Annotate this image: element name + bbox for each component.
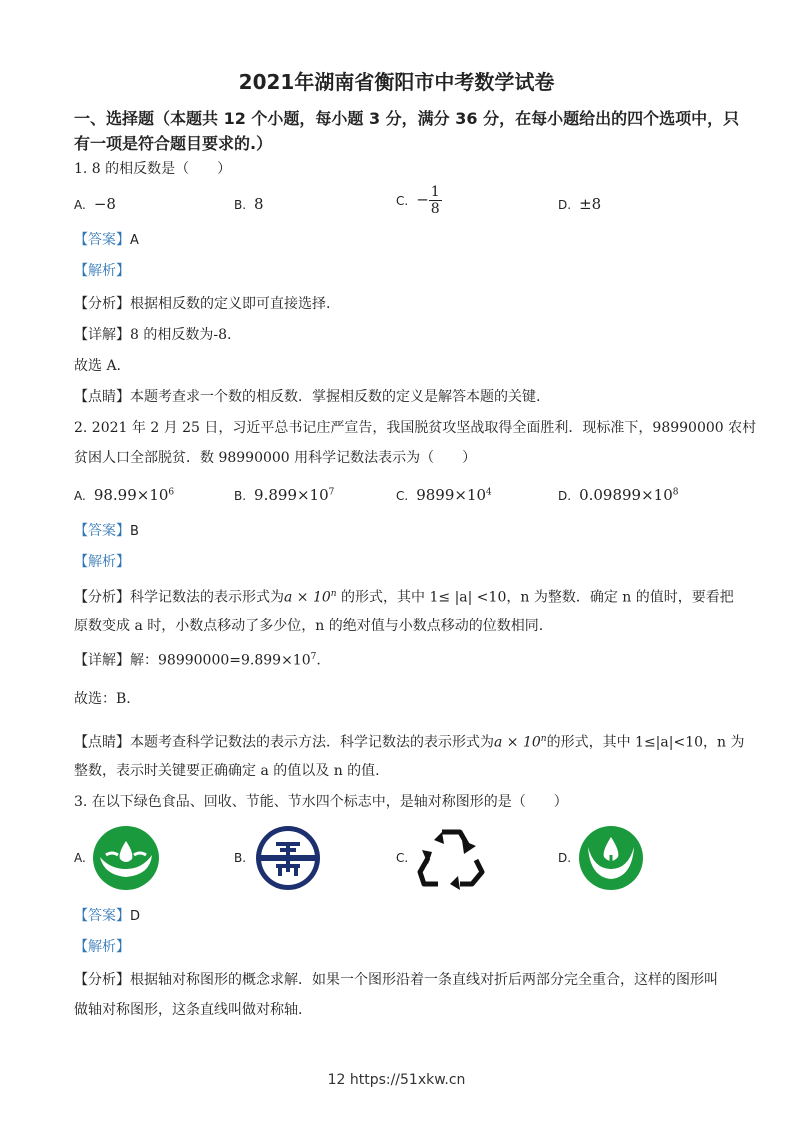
fenxi-text-a: 科学记数法的表示形式为 xyxy=(130,589,284,606)
recycle-icon xyxy=(416,826,486,890)
q2-dianjing-line2: 整数，表示时关键要正确确定 a 的值以及 n 的值. xyxy=(74,763,380,779)
dianjing-tag: 【点睛】 xyxy=(74,389,130,405)
answer-value: B xyxy=(130,524,139,539)
dianjing-tag: 【点睛】 xyxy=(74,734,130,751)
dianjing-text: 本题考查求一个数的相反数．掌握相反数的定义是解答本题的关键. xyxy=(130,389,541,405)
q2-option-a xyxy=(74,486,174,504)
option-base: 9.899×10 xyxy=(254,486,329,504)
q2-answer xyxy=(74,521,139,542)
q3-option-a-label xyxy=(74,850,94,866)
q2-option-b xyxy=(234,486,334,504)
option-base: 0.09899×10 xyxy=(579,486,673,504)
q3-fenxi-line1 xyxy=(74,970,718,990)
option-exponent: 4 xyxy=(486,487,492,498)
q3-option-d-label xyxy=(558,850,579,866)
option-label: D. xyxy=(558,489,572,503)
option-label: C. xyxy=(396,193,409,208)
q3-analysis-tag: 【解析】 xyxy=(74,939,130,955)
q2-xiangjie xyxy=(74,647,321,671)
q1-answer xyxy=(74,230,139,251)
option-value: −8 xyxy=(93,195,116,213)
page-title: 2021年湖南省衡阳市中考数学试卷 xyxy=(238,70,555,94)
q2-stem-line1: 2. 2021 年 2 月 25 日，习近平总书记庄严宣告，我国脱贫攻坚战取得全面胜利．现标准下，98990000 农村 xyxy=(74,420,757,436)
option-label: C. xyxy=(396,489,409,503)
q1-xiangjie xyxy=(74,325,231,345)
xiangjie-text: 8 的相反数为-8. xyxy=(130,327,232,343)
q1-option-a xyxy=(74,195,116,213)
q1-option-d xyxy=(558,195,601,213)
q2-dianjing-line1 xyxy=(74,729,744,753)
dianjing-formula: a × 10 xyxy=(494,734,541,751)
xiangjie-end: . xyxy=(316,652,321,669)
green-food-drop-icon xyxy=(92,825,160,891)
q3-stem: 3. 在以下绿色食品、回收、节能、节水四个标志中，是轴对称图形的是（ ） xyxy=(74,794,568,810)
q2-analysis-tag: 【解析】 xyxy=(74,554,130,570)
xiangjie-tag: 【详解】 xyxy=(74,327,130,343)
q2-option-d xyxy=(558,486,678,504)
xiangjie-text: 解：98990000=9.899×10 xyxy=(130,652,311,669)
section-heading-line2: 有一项是符合题目要求的.） xyxy=(74,134,273,153)
answer-tag: 【答案】 xyxy=(74,232,130,248)
fenxi-text: 根据相反数的定义即可直接选择. xyxy=(130,296,331,312)
dianjing-text-a: 本题考查科学记数法的表示方法．科学记数法的表示形式为 xyxy=(130,734,494,751)
option-exponent: 6 xyxy=(168,487,175,498)
option-label: A. xyxy=(74,851,86,865)
option-label: B. xyxy=(234,851,247,865)
q2-fenxi-line2: 原数变成 a 时，小数点移动了多少位，n 的绝对值与小数点移动的位数相同. xyxy=(74,618,544,634)
xiangjie-tag: 【详解】 xyxy=(74,652,130,669)
option-base: 9899×10 xyxy=(416,486,487,504)
option-base: 98.99×10 xyxy=(93,486,169,504)
fenxi-text-b: 的形式，其中 1≤ |a| <10，n 为整数．确定 n 的值时，要看把 xyxy=(336,589,734,606)
option-sign: − xyxy=(416,190,429,209)
option-label: A. xyxy=(74,198,86,212)
q2-option-c xyxy=(396,486,492,504)
option-label: B. xyxy=(234,489,247,503)
fenxi-tag: 【分析】 xyxy=(74,296,130,312)
denominator: 8 xyxy=(430,201,440,217)
option-exponent: 7 xyxy=(328,487,335,498)
q1-guxuan: 故选 A. xyxy=(74,358,122,374)
option-label: B. xyxy=(234,198,247,212)
option-label: D. xyxy=(558,851,572,865)
option-value: ±8 xyxy=(579,195,602,213)
option-label: A. xyxy=(74,489,86,503)
fraction xyxy=(429,184,442,217)
water-saving-icon xyxy=(578,825,644,891)
q3-answer xyxy=(74,906,140,927)
answer-value: D xyxy=(130,909,141,924)
xiangjie-exp: 7 xyxy=(310,652,317,662)
q1-analysis-tag: 【解析】 xyxy=(74,263,130,279)
fenxi-formula: a × 10 xyxy=(284,589,331,606)
fenxi-tag: 【分析】 xyxy=(74,972,130,988)
option-label: D. xyxy=(558,198,572,212)
q1-stem: 1. 8 的相反数是（ ） xyxy=(74,161,232,177)
q1-option-c xyxy=(396,184,442,217)
page-footer: 12 https://51xkw.cn xyxy=(327,1072,466,1088)
energy-saving-icon xyxy=(254,824,322,892)
section-heading-line1: 一、选择题（本题共 12 个小题，每小题 3 分，满分 36 分，在每小题给出的四个选项中，只 xyxy=(74,109,740,128)
fenxi-text: 根据轴对称图形的概念求解．如果一个图形沿着一条直线对折后两部分完全重合，这样的图形叫 xyxy=(130,972,718,988)
q3-option-c-label xyxy=(396,850,416,866)
numerator: 1 xyxy=(430,184,440,200)
option-exponent: 8 xyxy=(672,487,679,498)
answer-value: A xyxy=(130,233,139,248)
answer-tag: 【答案】 xyxy=(74,523,130,539)
q2-fenxi-line1 xyxy=(74,584,734,608)
option-label: C. xyxy=(396,851,409,865)
q2-stem-line2: 贫困人口全部脱贫．数 98990000 用科学记数法表示为（ ） xyxy=(74,450,477,466)
option-value: 8 xyxy=(254,195,264,213)
q1-option-b xyxy=(234,195,264,213)
fenxi-formula-exp: n xyxy=(330,589,337,599)
dianjing-formula-exp: n xyxy=(540,734,547,744)
q1-fenxi xyxy=(74,294,330,314)
dianjing-text-b: 的形式，其中 1≤|a|<10，n 为 xyxy=(546,734,745,751)
q3-fenxi-line2: 做轴对称图形，这条直线叫做对称轴. xyxy=(74,1002,303,1018)
answer-tag: 【答案】 xyxy=(74,908,130,924)
q2-guxuan: 故选：B. xyxy=(74,691,131,707)
fenxi-tag: 【分析】 xyxy=(74,589,130,606)
q1-dianjing xyxy=(74,387,540,407)
q3-option-b-label xyxy=(234,850,254,866)
